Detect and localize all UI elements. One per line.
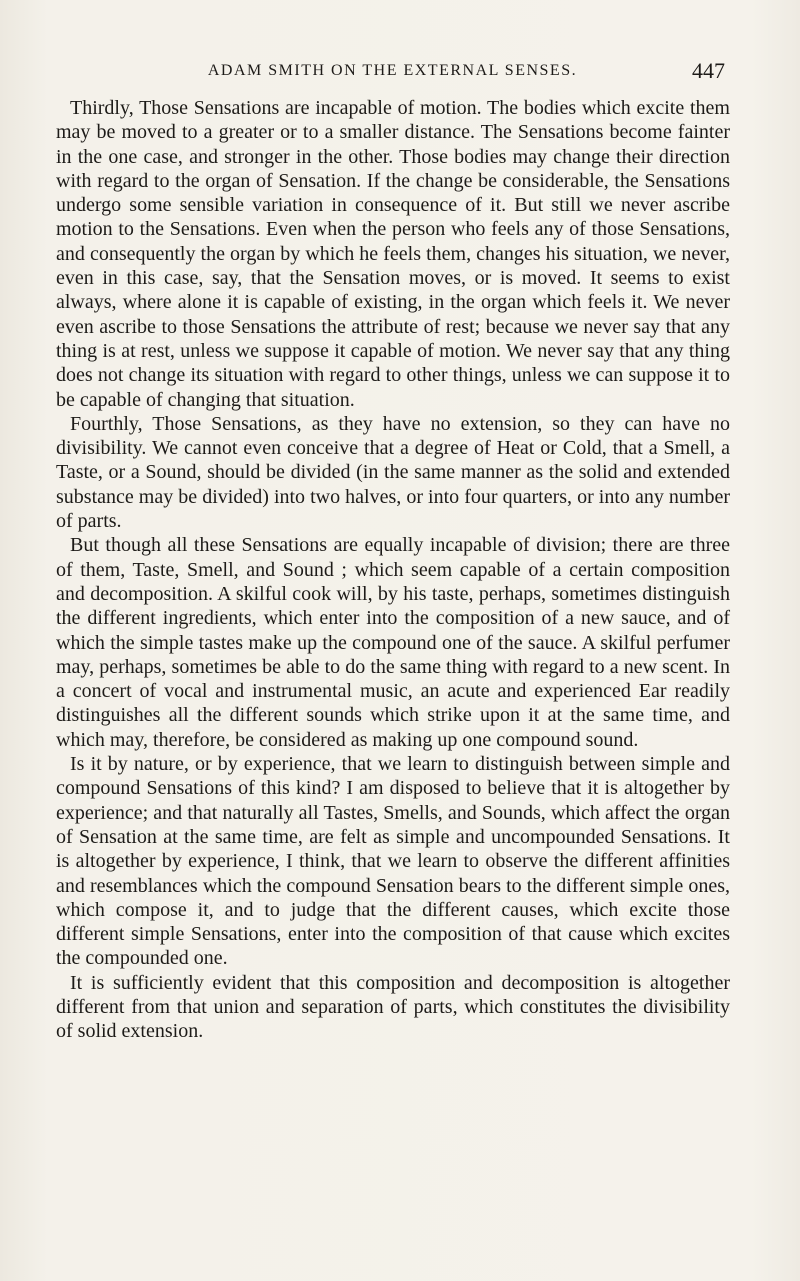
body-text bbox=[56, 96, 730, 1044]
paragraph-fourthly: Fourthly, Those Sensations, as they have no extension, so they can have no divisibility. We cannot even conceive that a degree of Heat or Cold, that a Smell, a Taste, or a Sound, should be divided (in the same manner as the solid and extended substance may be divided) into two halves, or into four quarters, or into any number of parts. bbox=[56, 412, 730, 533]
paragraph-composition: But though all these Sensations are equally incapable of division; there are three of them, Taste, Smell, and Sound ; which seem capable of a certain composition and decomposition. A skilful cook will, by his taste, perhaps, sometimes distinguish the different ingredients, which enter into the composition of a new sauce, and of which the simple tastes make up the compound one of the sauce. A skilful perfumer may, perhaps, sometimes be able to do the same thing with regard to a new scent. In a concert of vocal and instrumental music, an acute and experienced Ear readily distinguishes all the different sounds which strike upon it at the same time, and which may, therefore, be considered as making up one compound sound. bbox=[56, 534, 730, 751]
paragraph-divisibility: It is sufficiently evident that this composition and decomposition is altogether different from that union and separation of parts, which constitutes the divisibility of solid extension. bbox=[56, 971, 730, 1043]
paragraph-experience: Is it by nature, or by experience, that we learn to distinguish between simple and compound Sensations of this kind? I am disposed to believe that it is altogether by experience; and that naturally all Tastes, Smells, and Sounds, which affect the organ of Sensation at the same time, are felt as simple and uncompounded Sensations. It is altogether by experience, I think, that we learn to observe the different affinities and resemblances which the compound Sensation bears to the different simple ones, which compose it, and to judge that the different causes, which excite those different simple Sensations, enter into the composition of that cause which excites the compounded one. bbox=[56, 753, 730, 970]
page-number: 447 bbox=[692, 58, 725, 83]
running-head bbox=[60, 58, 725, 88]
running-title: ADAM SMITH ON THE EXTERNAL SENSES. bbox=[207, 62, 578, 79]
paragraph-thirdly: Thirdly, Those Sensations are incapable of motion. The bodies which excite them may be moved to a greater or to a smaller distance. The Sensations become fainter in the one case, and stronger in the other. Those bodies may change their direction with regard to the organ of Sensation. If the change be considerable, the Sensations undergo some sensible variation in consequence of it. But still we never ascribe motion to the Sensations. Even when the person who feels any of those Sensations, and consequently the organ by which he feels them, changes his situation, we never, even in this case, say, that the Sensation moves, or is moved. It seems to exist always, where alone it is capable of existing, in the organ which feels it. We never even ascribe to those Sensations the attribute of rest; because we never say that any thing is at rest, unless we suppose it capable of motion. We never say that any thing does not change its situation with regard to other things, unless we can suppose it to be capable of changing that situation. bbox=[56, 97, 730, 411]
